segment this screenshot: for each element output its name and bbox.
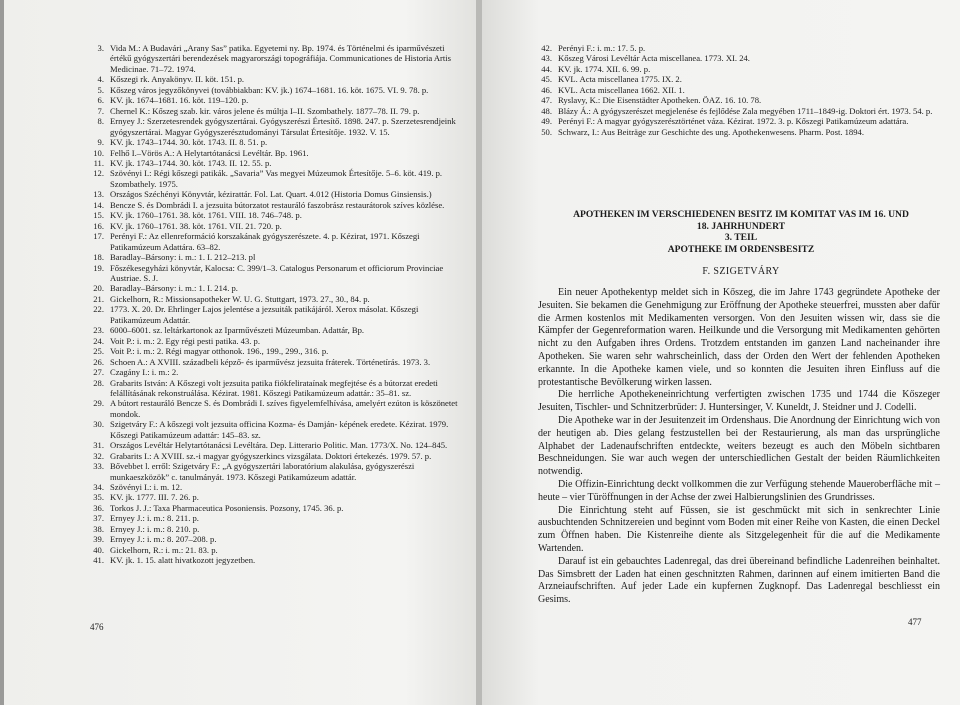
footnote (90, 398, 464, 419)
footnote-text: 6000–6001. sz. leltárkartonok az Iparművészeti Múzeumban. Adattár, Bp. (110, 325, 365, 336)
heading-line: 3. TEIL (724, 232, 758, 243)
body-paragraph: Die herrliche Apothekeneinrichtung verfertigten zwischen 1735 und 1744 die Kőszeger Jesuiten, Tischler- und Schnitzerbrüder: J. Huntersinger, V. Kuneldt, J. Steidner und J. Codelli. (538, 389, 940, 414)
footnote-number: 31. (93, 440, 104, 451)
footnote (538, 53, 938, 63)
footnote (90, 158, 464, 168)
footnote (90, 252, 464, 262)
footnote-text: Országos Levéltár Helytartótanácsi Levéltára. Dep. Litterario Politic. Man. 1773/X. No. 124–845. (110, 440, 448, 451)
footnote-text: KV. jk. 1777. III. 7. 26. p. (110, 492, 199, 503)
footnote-text: Szövényi I.: i. m. 12. (110, 482, 183, 493)
footnote-number: 43. (541, 53, 552, 64)
footnote-number: 9. (97, 137, 104, 148)
footnote-number: 11. (93, 157, 104, 168)
footnote-number: 32. (93, 450, 104, 461)
footnote-number: 17. (93, 231, 104, 242)
footnote (538, 106, 938, 116)
page-number-left: 476 (90, 622, 104, 632)
footnote-text: Országos Széchényi Könyvtár, kézirattár. Fol. Lat. Quart. 4.012 (Historia Domus Ginsiensis.) (110, 189, 432, 200)
footnote (90, 534, 464, 544)
footnote-text: Főszékesegyházi könyvtár, Kalocsa: C. 399/1–3. Catalogus Personarum et officiorum Provinciae Austriae. S. J. (110, 262, 444, 283)
footnote (90, 378, 464, 399)
footnote-number: 37. (93, 513, 104, 524)
footnote (90, 294, 464, 304)
footnote-number: 42. (541, 43, 552, 53)
footnote (90, 503, 464, 513)
footnote-number: 49. (541, 116, 552, 127)
footnote (90, 283, 464, 293)
footnote-text: KVL. Acta miscellanea 1775. IX. 2. (558, 74, 682, 85)
footnote (538, 116, 938, 126)
footnote-number: 4. (97, 74, 104, 85)
footnote (90, 116, 464, 137)
page-number-right: 477 (908, 617, 922, 627)
footnote-number: 23. (93, 325, 104, 336)
footnote-text: KV. jk. 1743–1744. 30. köt. 1743. II. 8. 51. p. (110, 137, 268, 148)
footnote-number: 16. (93, 220, 104, 231)
footnote-number: 24. (93, 335, 104, 346)
footnote-text: 1773. X. 20. Dr. Ehrlinger Lajos jelentése a jezsuiták patikájáról. Xerox másolat. Kőszegi Patikamúzeum Adattár. (110, 304, 419, 325)
body-paragraph: Die Einrichtung steht auf Füssen, sie ist geschmückt mit sich in senkrechter Linie ausbuchtenden Schnitzereien und beginnt vom Boden mit einer Reihe von Kasten, die einen Deckel zum Öffnen haben. Die Kistenreihe diente als Sitzgelegenheit für die auf die Medikamente Wartenden. (538, 504, 940, 554)
left-page (0, 0, 476, 705)
footnote (90, 304, 464, 325)
body-paragraph: Die Offizin-Einrichtung deckt vollkommen die zur Verfügung stehende Maueroberfläche mit – heute – vier Türöffnungen in der Achse der zwei Halbierungslinien des Grundrisses. (538, 478, 940, 503)
footnote-text: Bővebbet l. erről: Szigetváry F.: „A gyógyszertári laboratórium alakulása, gyógyszerészi munkaeszközök” c. tanulmányát. 1973. Kőszegi Patikamúzeum adattár. (110, 461, 415, 482)
footnote-number: 46. (541, 84, 552, 95)
footnote-number: 10. (93, 147, 104, 158)
footnote-number: 12. (93, 168, 104, 179)
footnote-number: 33. (93, 461, 104, 472)
footnote-text: KVL. Acta miscellanea 1662. XII. 1. (558, 84, 685, 95)
footnote (90, 513, 464, 523)
footnote-text: KV. jk. 1760–1761. 38. köt. 1761. VIII. 18. 746–748. p. (110, 210, 302, 221)
footnote (90, 440, 464, 450)
right-page (482, 0, 960, 705)
footnote-number: 15. (93, 210, 104, 221)
footnote (538, 95, 938, 105)
footnote-text: Felhő I.–Vörös A.: A Helytartótanácsi Levéltár. Bp. 1961. (110, 147, 309, 158)
footnote (90, 357, 464, 367)
footnote (538, 64, 938, 74)
footnote-number: 39. (93, 534, 104, 545)
footnote-number: 3. (97, 43, 104, 53)
footnote (90, 461, 464, 482)
footnote-number: 48. (541, 105, 552, 116)
footnote-text: Ryslavy, K.: Die Eisenstädter Apotheken. ÖAZ. 16. 10. 78. (558, 95, 762, 106)
footnote-number: 14. (93, 199, 104, 210)
footnote (90, 189, 464, 199)
footnote-text: Bencze S. és Dombrádi I. a jezsuita bútorzatot restauráló faszobrász restaurátorok szíves közlése. (110, 199, 445, 210)
heading-line: APOTHEKE IM ORDENSBESITZ (667, 243, 815, 255)
footnote-number: 20. (93, 283, 104, 294)
footnote-text: Perényi F.: A magyar gyógyszerésztörténet váza. Kézirat. 1972. 3. p. Kőszegi Patikamúzeum adattára. (558, 116, 909, 127)
footnote (90, 482, 464, 492)
footnote (538, 74, 938, 84)
footnote-text: Chernel K.: Kőszeg szab. kir. város jelene és múltja I–II. Szombathely. 1877–78. II. 79. p. (110, 105, 420, 116)
article-body (538, 287, 940, 607)
footnote-text: Perényi F.: i. m.: 17. 5. p. (558, 43, 646, 53)
footnote-text: Ernyey J.: i. m.: 8. 210. p. (110, 523, 200, 534)
footnote-number: 8. (97, 116, 104, 127)
footnote (90, 524, 464, 534)
footnote-number: 13. (93, 189, 104, 200)
footnote-text: Baradlay–Bársony: i. m.: 1. I. 214. p. (110, 283, 238, 294)
footnote-number: 28. (93, 377, 104, 388)
footnote (90, 106, 464, 116)
footnote-text: KV. jk. 1743–1744. 30. köt. 1743. II. 12. 55. p. (110, 157, 272, 168)
footnote-text: Grabarits István: A Kőszegi volt jezsuita patika fiókfelirataínak megfejtése és a bútorzat eredeti felállításának rekonstruálása. Kézirat. 1981. Kőszegi Patikamúzeum adattár.: 35–81. sz. (110, 377, 438, 398)
footnote-number: 35. (93, 492, 104, 503)
footnote (90, 95, 464, 105)
footnote-text: Schwarz, I.: Aus Beiträge zur Geschichte des ung. Apothekenwesens. Pharm. Post. 1894. (558, 126, 864, 137)
footnote (90, 555, 464, 565)
footnote (90, 346, 464, 356)
footnote (90, 137, 464, 147)
body-paragraph: Darauf ist ein gebauchtes Ladenregal, das drei übereinand befindliche Ladenreihen beinhaltet. Das Simsbrett der Laden hat einen geschnitzten Rahmen, darinnen auf einem imitierten Band die Arzneiaufschriften. Auf jeder Lade ein kupfernen Zugknopf. Das Ladenregal beschliesst ein Gesims. (538, 555, 940, 606)
footnote-number: 30. (93, 419, 104, 430)
footnote-number: 7. (97, 105, 104, 116)
footnote-number: 36. (93, 502, 104, 513)
article-author: F. SZIGETVÁRY (702, 266, 780, 277)
footnote-text: Ernyey J.: i. m.: 8. 211. p. (110, 513, 199, 524)
body-paragraph: Die Apotheke war in der Jesuitenzeit im Ordenshaus. Die Anordnung der Einrichtung wich von der heutigen ab. Dies gelang festzustellen bei der Restaurierung, als man das ursprüngliche Alphabet der Ladenaufschriften entdeckte, weiters bezeugt es auch den Möbeln sichtbaren Beschneidungen. Sie war auch wegen der unterschiedlichen Gestalt der beiden Räumlichkeiten notwendig. (538, 414, 940, 478)
footnote-text: Voit P.: i. m.: 2. Régi magyar otthonok. 196., 199., 299., 316. p. (110, 346, 329, 357)
page-edge-shadow (0, 0, 4, 705)
footnote-number: 19. (93, 262, 104, 273)
footnote (90, 451, 464, 461)
footnote (90, 325, 464, 335)
footnote-text: Torkos J. J.: Taxa Pharmaceutica Posoniensis. Pozsony, 1745. 36. p. (110, 502, 344, 513)
footnote-text: Szövényi I.: Régi kőszegi patikák. „Savaria” Vas megyei Múzeumok Értesítője. 5–6. köt. 419. p. Szombathely. 1975. (110, 168, 443, 189)
article-heading (540, 209, 942, 255)
footnote (90, 419, 464, 440)
footnote (90, 210, 464, 220)
footnote-number: 25. (93, 346, 104, 357)
footnote-text: A bútort restauráló Bencze S. és Dombrádi I. szíves figyelemfelhívása, amelyért ezúton is köszönetet mondok. (110, 398, 458, 419)
footnote-number: 5. (97, 84, 104, 95)
footnote-number: 21. (93, 293, 104, 304)
footnote (90, 367, 464, 377)
footnote-text: KV. jk. 1. 15. alatt hivatkozott jegyzetben. (110, 555, 256, 566)
footnote (538, 85, 938, 95)
footnote-text: Schoen A.: A XVIII. századbeli képző- és iparművész jezsuita fráterek. Történetírás. 1973. 3. (110, 356, 431, 367)
heading-line: 18. JAHRHUNDERT (696, 220, 786, 232)
footnote-number: 47. (541, 95, 552, 106)
footnote-text: Grabarits I.: A XVIII. sz.-i magyar gyógyszerkincs vizsgálata. Doktori értekezés. 1979. 57. p. (110, 450, 432, 461)
footnote-text: KV. jk. 1774. XII. 6. 99. p. (558, 63, 651, 74)
footnote-number: 44. (541, 63, 552, 74)
footnote-text: Czagány I.: i. m.: 2. (110, 367, 179, 378)
footnote-text: Szigetváry F.: A kőszegi volt jezsuita officina Kozma- és Damján- képének eredete. Kézirat. 1979. Kőszegi Patikamúzeum adattár: 145–83. sz. (110, 419, 449, 440)
footnote-text: Gickelhorn, R.: i. m.: 21. 83. p. (110, 544, 218, 555)
footnote (90, 231, 464, 252)
right-footnotes (538, 43, 938, 137)
footnote-number: 18. (93, 252, 104, 263)
footnote-number: 50. (541, 126, 552, 137)
footnote (90, 148, 464, 158)
footnote-text: Kőszegi rk. Anyakönyv. II. köt. 151. p. (110, 74, 245, 85)
footnote (90, 168, 464, 189)
footnote (90, 336, 464, 346)
footnote (90, 492, 464, 502)
footnote-number: 40. (93, 544, 104, 555)
footnote-text: Baradlay–Bársony: i. m.: 1. I. 212–213. pl (110, 252, 256, 263)
footnote-text: KV. jk. 1760–1761. 38. köt. 1761. VII. 21. 720. p. (110, 220, 282, 231)
footnote-text: Kőszeg Városi Levéltár Acta miscellanea. 1773. XI. 24. (558, 53, 750, 64)
footnote-number: 41. (93, 555, 104, 566)
footnote-text: Gickelhorn, R.: Missionsapotheker W. U. G. Stuttgart, 1973. 27., 30., 84. p. (110, 293, 370, 304)
footnote-text: Voit P.: i. m.: 2. Egy régi pesti patika. 43. p. (110, 335, 260, 346)
footnote-number: 27. (93, 367, 104, 378)
footnote-text: Vida M.: A Budavári „Arany Sas” patika. Egyetemi ny. Bp. 1974. és Történelmi és iparművészeti értékű gyógyszertári berendezések magyarországi topográfiája. Communicationes de Historia Artis Medicinae. 71–72. 1974. (110, 43, 452, 74)
footnote (90, 263, 464, 284)
footnote-text: Perényi F.: Az ellenreformáció korszakának gyógyszerészete. 4. p. Kézirat, 1971. Kőszegi Patikamúzeum Adattára. 63–82. (110, 231, 420, 252)
footnote-text: Ernyey J.: i. m.: 8. 207–208. p. (110, 534, 217, 545)
heading-line: APOTHEKEN IM VERSCHIEDENEN BESITZ IM KOMITAT VAS IM 16. UND (573, 209, 909, 220)
footnote (538, 43, 938, 53)
footnote-number: 6. (97, 95, 104, 106)
footnote-number: 26. (93, 356, 104, 367)
footnote-number: 45. (541, 74, 552, 85)
footnote (90, 545, 464, 555)
footnote-text: Ernyey J.: Szerzetesrendek gyógyszertárai. Gyógyszerészi Értesítő. 1898. 247. p. Szerzetesrendjeink gyógyszertárai. Magyar Gyógyszerésztudományi Társulat Értesítője. 1932. V. 15. (110, 116, 456, 137)
footnote-number: 29. (93, 398, 104, 409)
footnote (90, 74, 464, 84)
footnote (90, 85, 464, 95)
footnote-text: Kőszeg város jegyzőkönyvei (továbbiakban: KV. jk.) 1674–1681. 16. köt. 1675. VI. 9. 78. p. (110, 84, 429, 95)
footnote-number: 22. (93, 304, 104, 315)
body-paragraph: Ein neuer Apothekentyp meldet sich in Kőszeg, die im Jahre 1743 gegründete Apotheke der Jesuiten. Sie bekamen die Genehmigung zur Eröffnung der Apotheke steuerfrei, mussten aber dafür die Armen kostenlos mit Medikamenten versorgen. Von den Jesuiten wissen wir, dass sie die Kämpfer der Gegenreformation waren. Heilkunde und die Versorgung mit Medikamenten gehörten nicht zu den Aufgaben ihres Ordens. Trotzdem entstanden im ganzen Land nacheinander ihre Apotheken. Sie waren sehr wahrscheinlich, dass der Orden den Wert der fehlenden Apotheken erkannte. In die Apotheke kamen viele, und so konnten die Jesuiten ihren Einfluss auf die protestantische Bevölkerung wirken lassen. (538, 287, 940, 388)
footnote (90, 200, 464, 210)
footnote-text: Blázy Á.: A gyógyszerészet megjelenése és fejlődése Zala megyében 1711–1849-ig. Doktori ért. 1973. 54. p. (558, 105, 933, 116)
footnote-text: KV. jk. 1674–1681. 16. köt. 119–120. p. (110, 95, 249, 106)
footnote (538, 127, 938, 137)
footnote-number: 38. (93, 523, 104, 534)
left-footnotes (90, 43, 464, 566)
footnote (90, 221, 464, 231)
footnote-number: 34. (93, 482, 104, 493)
footnote (90, 43, 464, 74)
